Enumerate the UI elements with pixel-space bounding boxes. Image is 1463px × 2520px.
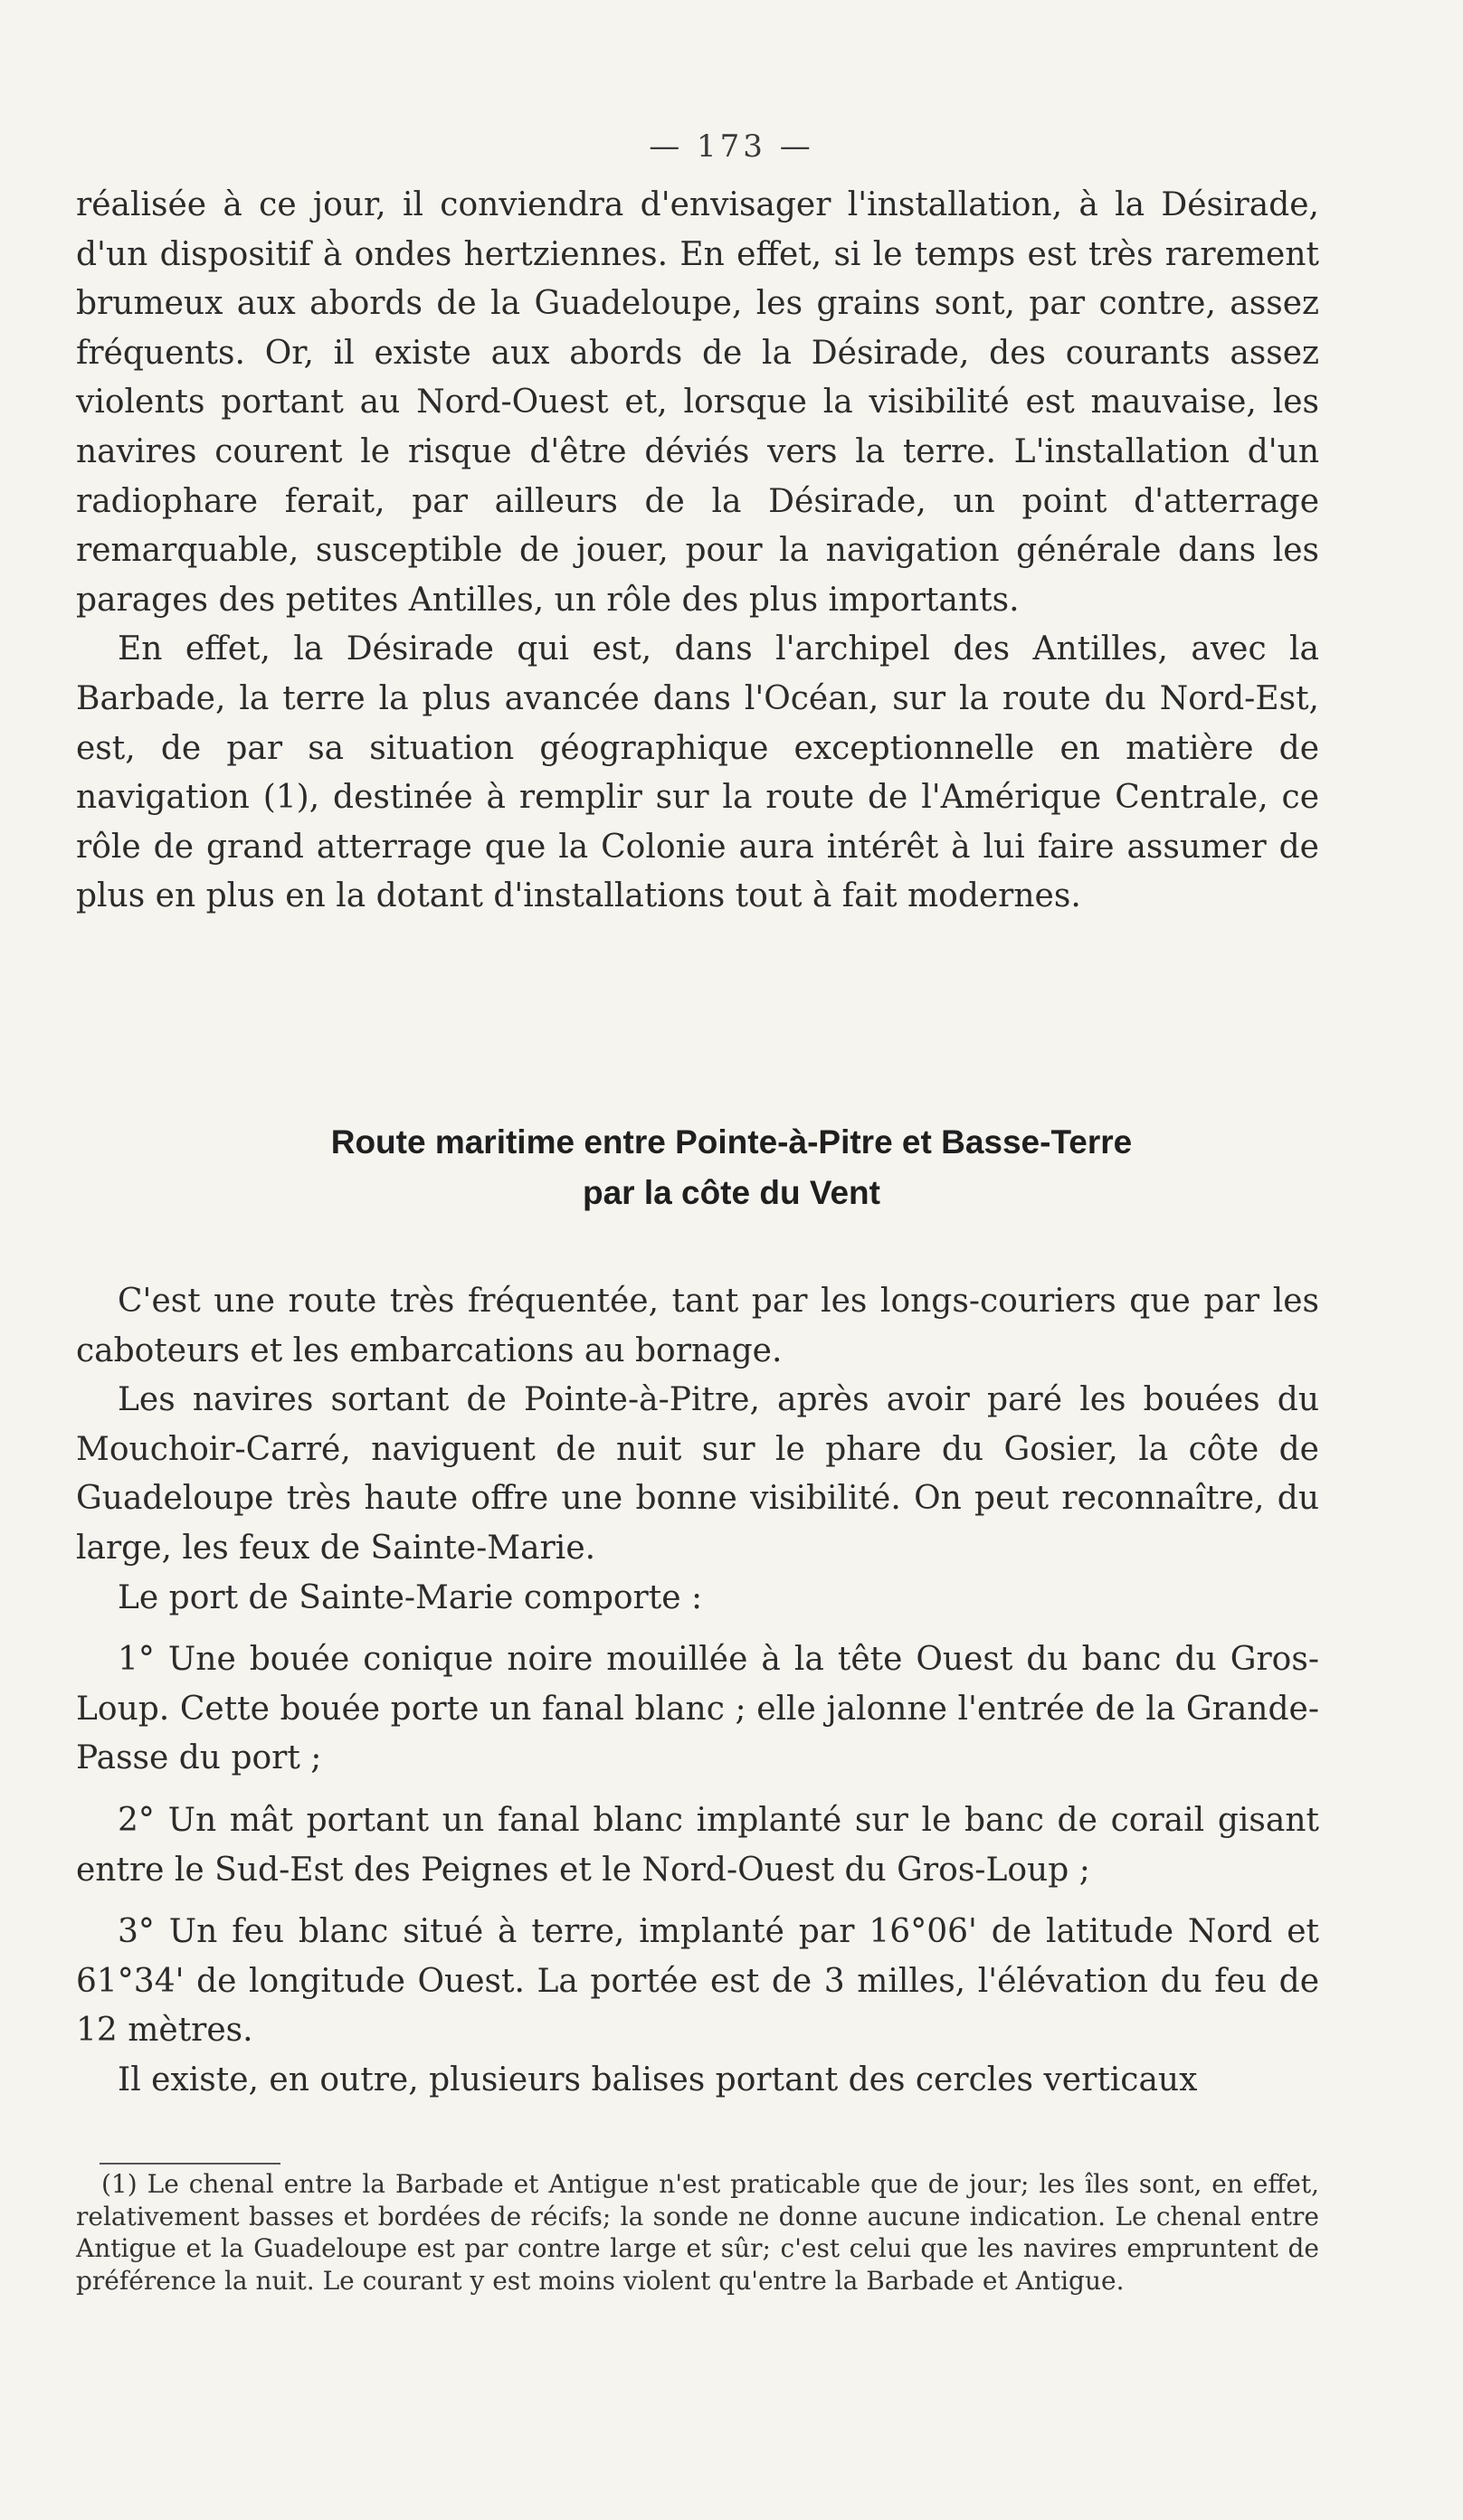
footnote-divider (100, 2163, 280, 2165)
footnote (76, 2168, 1319, 2297)
paragraph-desirade-radiophare: réalisée à ce jour, il conviendra d'envisager l'installation, à la Désirade, d'un dispositif à ondes hertziennes. En effet, si le temps est très rarement brumeux aux abords de la Guadeloupe, les grains sont, par contre, assez fréquents. Or, il existe aux abords de la Désirade, des courants assez violents portant au Nord-Ouest et, lorsque la visibilité est mauvaise, les navires courent le risque d'être déviés vers la terre. L'installation d'un radiophare ferait, par ailleurs de la Désirade, un point d'atterrage remarquable, susceptible de jouer, pour la navigation générale dans les parages des petites Antilles, un rôle des plus importants. (76, 186, 1319, 619)
page-number: — 173 — (649, 128, 814, 165)
body-section-2 (76, 1277, 1319, 2106)
list-item-feu: 3° Un feu blanc situé à terre, implanté par 16°06' de latitude Nord et 61°34' de longitude Ouest. La portée est de 3 milles, l'élévation du feu de 12 mètres. (76, 1913, 1319, 2050)
paragraph-route-frequentee: C'est une route très fréquentée, tant par les longs-couriers que par les caboteurs et les embarcations au bornage. (76, 1283, 1319, 1369)
heading-line-2: par la côte du Vent (583, 1174, 880, 1211)
paragraph-balises: Il existe, en outre, plusieurs balises portant des cercles verticaux (118, 2061, 1198, 2098)
list-item-mat: 2° Un mât portant un fanal blanc implanté sur le banc de corail gisant entre le Sud-Est des Peignes et le Nord-Ouest du Gros-Loup ; (76, 1801, 1319, 1889)
paragraph-navires-sortant: Les navires sortant de Pointe-à-Pitre, après avoir paré les bouées du Mouchoir-Carré, naviguent de nuit sur le phare du Gosier, la côte de Guadeloupe très haute offre une bonne visibilité. On peut reconnaître, du large, les feux de Sainte-Marie. (76, 1381, 1319, 1567)
list-item-bouee: 1° Une bouée conique noire mouillée à la tête Ouest du banc du Gros-Loup. Cette bouée porte un fanal blanc ; elle jalonne l'entrée de la Grande-Passe du port ; (76, 1641, 1319, 1777)
heading-line-1: Route maritime entre Pointe-à-Pitre et Basse-Terre (330, 1123, 1133, 1161)
paragraph-desirade-atterrage: En effet, la Désirade qui est, dans l'archipel des Antilles, avec la Barbade, la terre la plus avancée dans l'Océan, sur la route du Nord-Est, est, de par sa situation géographique exceptionnelle en matière de navigation (1), destinée à remplir sur la route de l'Amérique Centrale, ce rôle de grand atterrage que la Colonie aura intérêt à lui faire assumer de plus en plus en la dotant d'installations tout à fait modernes. (76, 630, 1319, 915)
section-heading (0, 1117, 1463, 1218)
paragraph-port-sainte-marie: Le port de Sainte-Marie comporte : (118, 1578, 703, 1616)
body-section-1 (76, 181, 1319, 922)
footnote-text: (1) Le chenal entre la Barbade et Antigue n'est praticable que de jour; les îles sont, en effet, relativement basses et bordées de récifs; la sonde ne donne aucune indication. Le chenal entre Antigue et la Guadeloupe est par contre large et sûr; c'est celui que les navires empruntent de préférence la nuit. Le courant y est moins violent qu'entre la Barbade et Antigue. (76, 2169, 1319, 2296)
